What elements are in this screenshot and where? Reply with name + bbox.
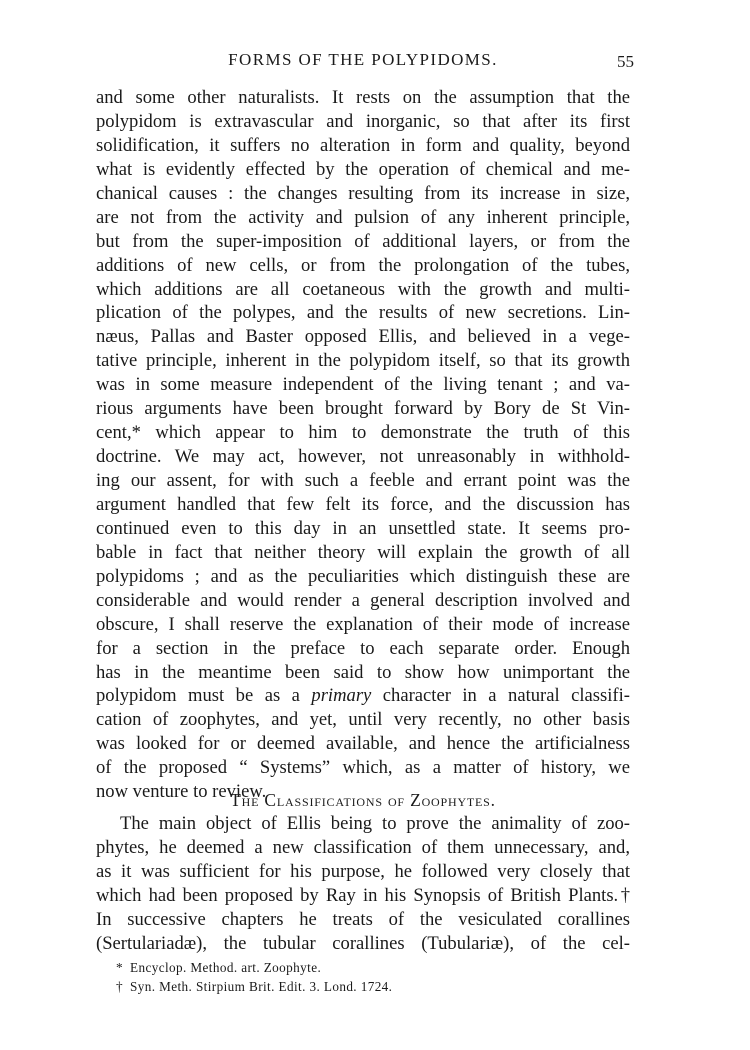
footnote bbox=[116, 977, 616, 996]
section-heading-text: The Classifications of Zoophytes. bbox=[230, 790, 496, 810]
body-line: what is evidently effected by the operation of chemical and me- bbox=[96, 158, 630, 180]
body-text bbox=[96, 86, 630, 804]
body-line: plication of the polypes, and the results of new secretions. Lin- bbox=[96, 302, 630, 324]
body-line: but from the super-imposition of additional layers, or from the bbox=[96, 230, 630, 252]
footnote-text: Encyclop. Method. art. Zoophyte. bbox=[130, 960, 322, 975]
body-line: polypidom is extravascular and inorganic, so that after its first bbox=[96, 110, 630, 132]
body-line: næus, Pallas and Baster opposed Ellis, and believed in a vege- bbox=[96, 326, 630, 348]
emphasis-word: primary bbox=[311, 685, 372, 707]
body-line: additions of new cells, or from the prolongation of the tubes, bbox=[96, 254, 630, 276]
body-line: was in some measure independent of the living tenant ; and va- bbox=[96, 374, 630, 396]
text-run: polypidom must be as a bbox=[96, 685, 312, 707]
section-text bbox=[96, 812, 630, 956]
body-line: for a section in the preface to each separate order. Enough bbox=[96, 637, 630, 659]
body-line: cent,* which appear to him to demonstrate the truth of this bbox=[96, 422, 630, 444]
page-number: 55 bbox=[617, 52, 634, 71]
section-heading bbox=[96, 790, 630, 811]
footnote-text: Syn. Meth. Stirpium Brit. Edit. 3. Lond. 1724. bbox=[130, 979, 393, 994]
section-line: (Sertulariadæ), the tubular corallines (Tubulariæ), of the cel- bbox=[96, 932, 630, 954]
footnote-mark: * bbox=[116, 960, 123, 975]
body-line-with-emphasis bbox=[96, 684, 630, 708]
body-line: doctrine. We may act, however, not unreasonably in withhold- bbox=[96, 446, 630, 468]
section-line: The main object of Ellis being to prove the animality of zoo- bbox=[120, 813, 630, 834]
running-title: FORMS OF THE POLYPIDOMS. bbox=[228, 50, 498, 69]
body-line: bable in fact that neither theory will explain the growth of all bbox=[96, 541, 630, 563]
body-line: are not from the activity and pulsion of any inherent principle, bbox=[96, 206, 630, 228]
body-line: rious arguments have been brought forward by Bory de St Vin- bbox=[96, 398, 630, 420]
section-line: which had been proposed by Ray in his Synopsis of British Plants.† bbox=[96, 884, 630, 906]
body-line: of the proposed “ Systems” which, as a matter of history, we bbox=[96, 757, 630, 779]
body-line: was looked for or deemed available, and hence the artificialness bbox=[96, 733, 630, 755]
body-line: ing our assent, for with such a feeble and errant point was the bbox=[96, 470, 630, 491]
footnotes bbox=[116, 958, 616, 996]
body-line: has in the meantime been said to show how unimportant the bbox=[96, 661, 630, 683]
body-line: argument handled that few felt its force, and the discussion has bbox=[96, 493, 630, 515]
section-line: as it was sufficient for his purpose, he followed very closely that bbox=[96, 860, 630, 882]
body-line: continued even to this day in an unsettled state. It seems pro- bbox=[96, 517, 630, 539]
body-line: solidification, it suffers no alteration in form and quality, beyond bbox=[96, 134, 630, 156]
body-line: considerable and would render a general description involved and bbox=[96, 589, 630, 611]
body-line: polypidoms ; and as the peculiarities which distinguish these are bbox=[96, 565, 630, 587]
body-line: chanical causes : the changes resulting from its increase in size, bbox=[96, 182, 630, 204]
section-line: In successive chapters he treats of the vesiculated corallines bbox=[96, 908, 630, 930]
body-line: and some other naturalists. It rests on the assumption that the bbox=[96, 87, 630, 108]
footnote-mark: † bbox=[116, 979, 123, 994]
body-line: tative principle, inherent in the polypidom itself, so that its growth bbox=[96, 350, 630, 372]
body-line: now venture to review. bbox=[96, 781, 267, 803]
section-line: phytes, he deemed a new classification of them unnecessary, and, bbox=[96, 836, 630, 858]
body-line: which additions are all coetaneous with the growth and multi- bbox=[96, 278, 630, 300]
footnote bbox=[116, 958, 616, 977]
running-head bbox=[96, 48, 634, 74]
text-run: character in a natural classifi- bbox=[371, 685, 630, 707]
body-line: cation of zoophytes, and yet, until very recently, no other basis bbox=[96, 709, 630, 731]
body-line: obscure, I shall reserve the explanation of their mode of increase bbox=[96, 613, 630, 635]
